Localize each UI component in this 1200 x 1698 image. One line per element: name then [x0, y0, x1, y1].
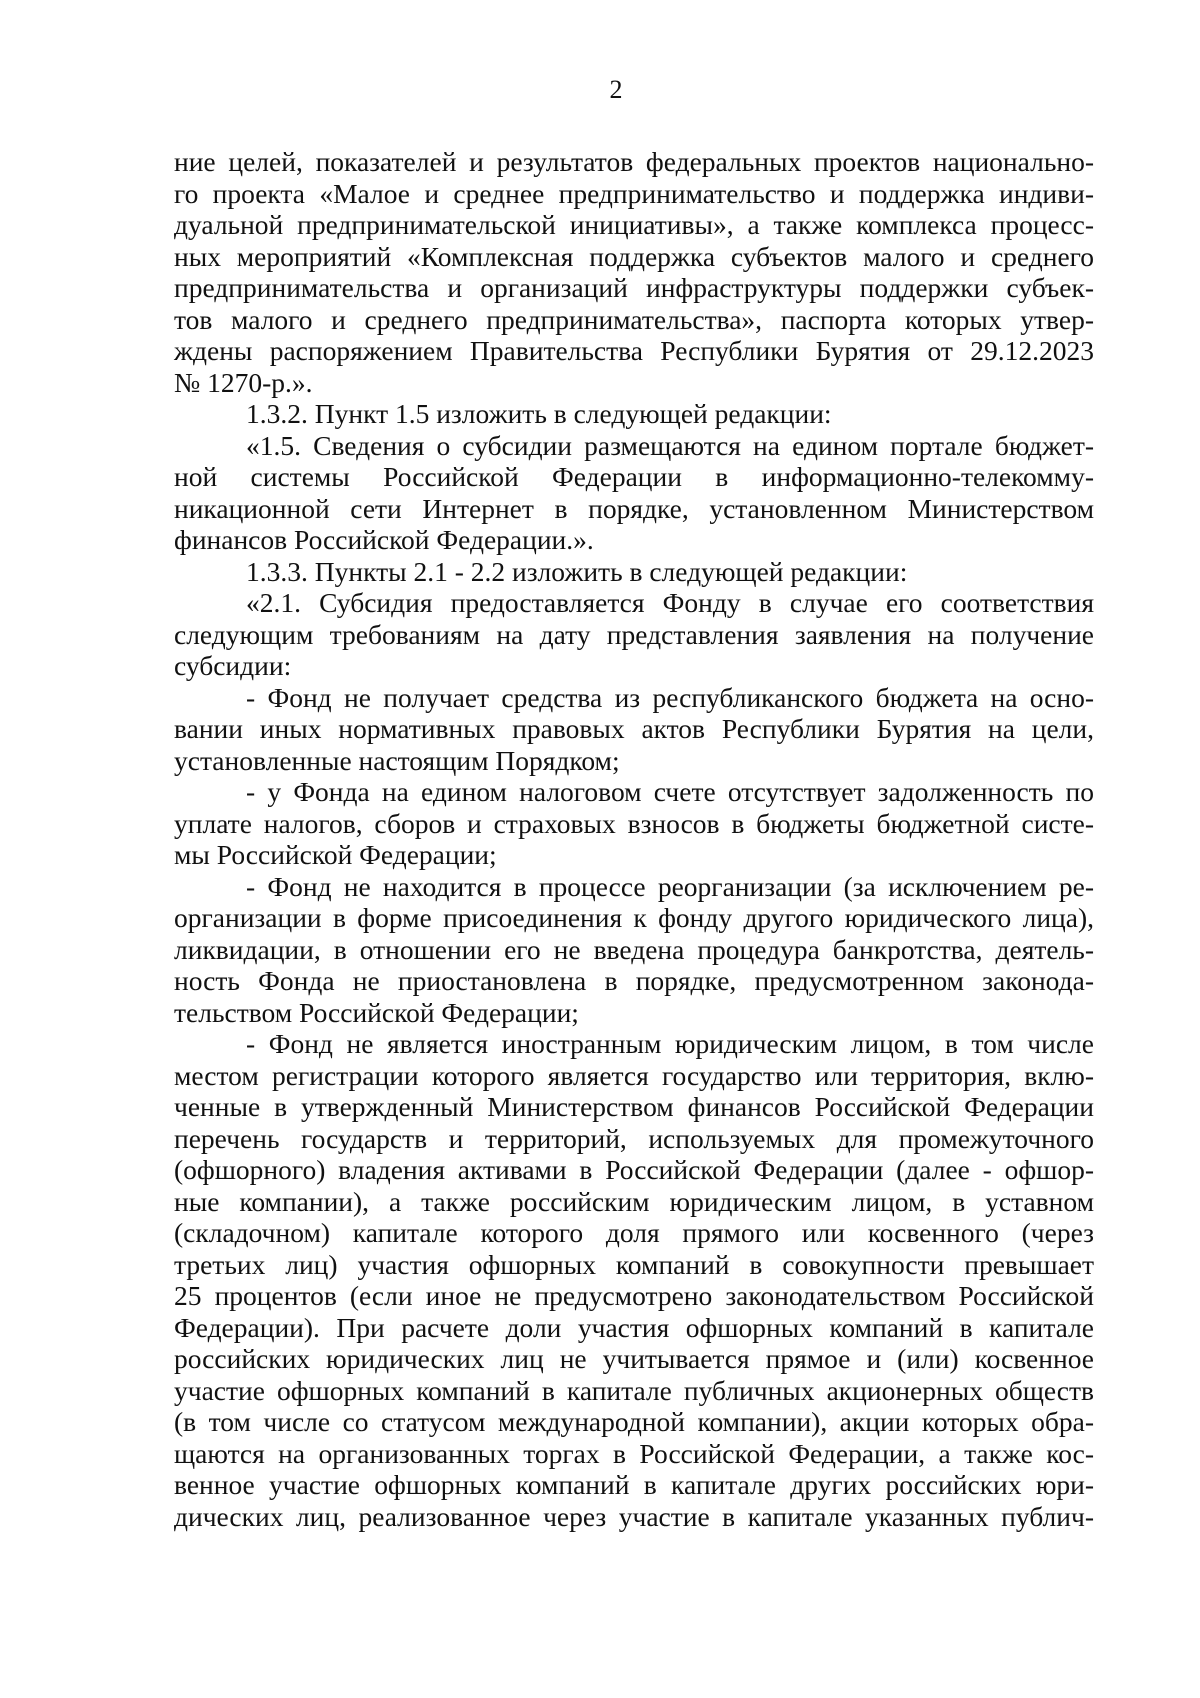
text-line: венное участие офшорных компаний в капитале других российских юри-	[174, 1469, 1094, 1500]
page-number: 2	[609, 75, 623, 104]
text-line: «1.5. Сведения о субсидии размещаются на едином портале бюджет-	[246, 429, 1094, 461]
text-line: субсидии:	[174, 650, 292, 681]
text-line: предпринимательства и организаций инфраструктуры поддержки субъек-	[174, 272, 1094, 303]
text-line: - у Фонда на едином налоговом счете отсутствует задолженность по	[246, 776, 1094, 807]
text-line: установленные настоящим Порядком;	[174, 744, 620, 776]
text-line: российских юридических лиц не учитывается прямое и (или) косвенное	[174, 1343, 1094, 1374]
text-line: (в том числе со статусом международной компании), акции которых обра-	[174, 1406, 1094, 1437]
text-line: ликвидации, в отношении его не введена процедура банкротства, деятель-	[174, 933, 1094, 965]
text-line: го проекта «Малое и среднее предпринимательство и поддержка индиви-	[174, 177, 1094, 209]
text-line: местом регистрации которого является государство или территория, вклю-	[174, 1059, 1094, 1091]
text-line: ных мероприятий «Комплексная поддержка субъектов малого и среднего	[174, 240, 1094, 272]
document-body	[174, 146, 1094, 1532]
text-line: № 1270-р.».	[174, 366, 313, 398]
text-line: мы Российской Федерации;	[174, 839, 497, 870]
text-line: организации в форме присоединения к фонду другого юридического лица),	[174, 902, 1094, 933]
text-line: Федерации). При расчете доли участия офшорных компаний в капитале	[174, 1311, 1094, 1343]
text-line: - Фонд не является иностранным юридическим лицом, в том числе	[246, 1028, 1094, 1059]
text-line: 1.3.2. Пункт 1.5 изложить в следующей редакции:	[246, 398, 832, 429]
text-line: тов малого и среднего предпринимательства», паспорта которых утвер-	[174, 303, 1094, 335]
text-line: щаются на организованных торгах в Российской Федерации, а также кос-	[174, 1437, 1094, 1469]
text-line: ждены распоряжением Правительства Республики Бурятия от 29.12.2023	[174, 335, 1094, 366]
text-line: перечень государств и территорий, используемых для промежуточного	[174, 1122, 1094, 1154]
text-line: финансов Российской Федерации.».	[174, 524, 594, 555]
text-line: участие офшорных компаний в капитале публичных акционерных обществ	[174, 1374, 1094, 1406]
text-line: ние целей, показателей и результатов федеральных проектов национально-	[174, 146, 1094, 177]
text-line: ные компании), а также российским юридическим лицом, в уставном	[174, 1185, 1094, 1217]
text-line: ной системы Российской Федерации в информационно-телекомму-	[174, 461, 1094, 492]
text-line: 1.3.3. Пункты 2.1 - 2.2 изложить в следующей редакции:	[246, 555, 908, 587]
text-line: никационной сети Интернет в порядке, установленном Министерством	[174, 492, 1094, 524]
text-line: уплате налогов, сборов и страховых взносов в бюджеты бюджетной систе-	[174, 807, 1094, 839]
text-line: дуальной предпринимательской инициативы», а также комплекса процесс-	[174, 209, 1094, 240]
text-line: дических лиц, реализованное через участие в капитале указанных публич-	[174, 1500, 1094, 1532]
text-line: - Фонд не получает средства из республиканского бюджета на осно-	[246, 681, 1094, 713]
text-line: следующим требованиям на дату представления заявления на получение	[174, 618, 1094, 650]
text-line: (офшорного) владения активами в Российской Федерации (далее - офшор-	[174, 1154, 1094, 1185]
text-line: ность Фонда не приостановлена в порядке, предусмотренном законода-	[174, 965, 1094, 996]
text-line: (складочном) капитале которого доля прямого или косвенного (через	[174, 1217, 1094, 1248]
text-line: вании иных нормативных правовых актов Республики Бурятия на цели,	[174, 713, 1094, 744]
text-line: - Фонд не находится в процессе реорганизации (за исключением ре-	[246, 870, 1094, 902]
text-line: «2.1. Субсидия предоставляется Фонду в случае его соответствия	[246, 587, 1094, 618]
text-line: 25 процентов (если иное не предусмотрено законодательством Российской	[174, 1280, 1094, 1311]
text-line: тельством Российской Федерации;	[174, 996, 579, 1028]
text-line: третьих лиц) участия офшорных компаний в совокупности превышает	[174, 1248, 1094, 1280]
text-line: ченные в утвержденный Министерством финансов Российской Федерации	[174, 1091, 1094, 1122]
